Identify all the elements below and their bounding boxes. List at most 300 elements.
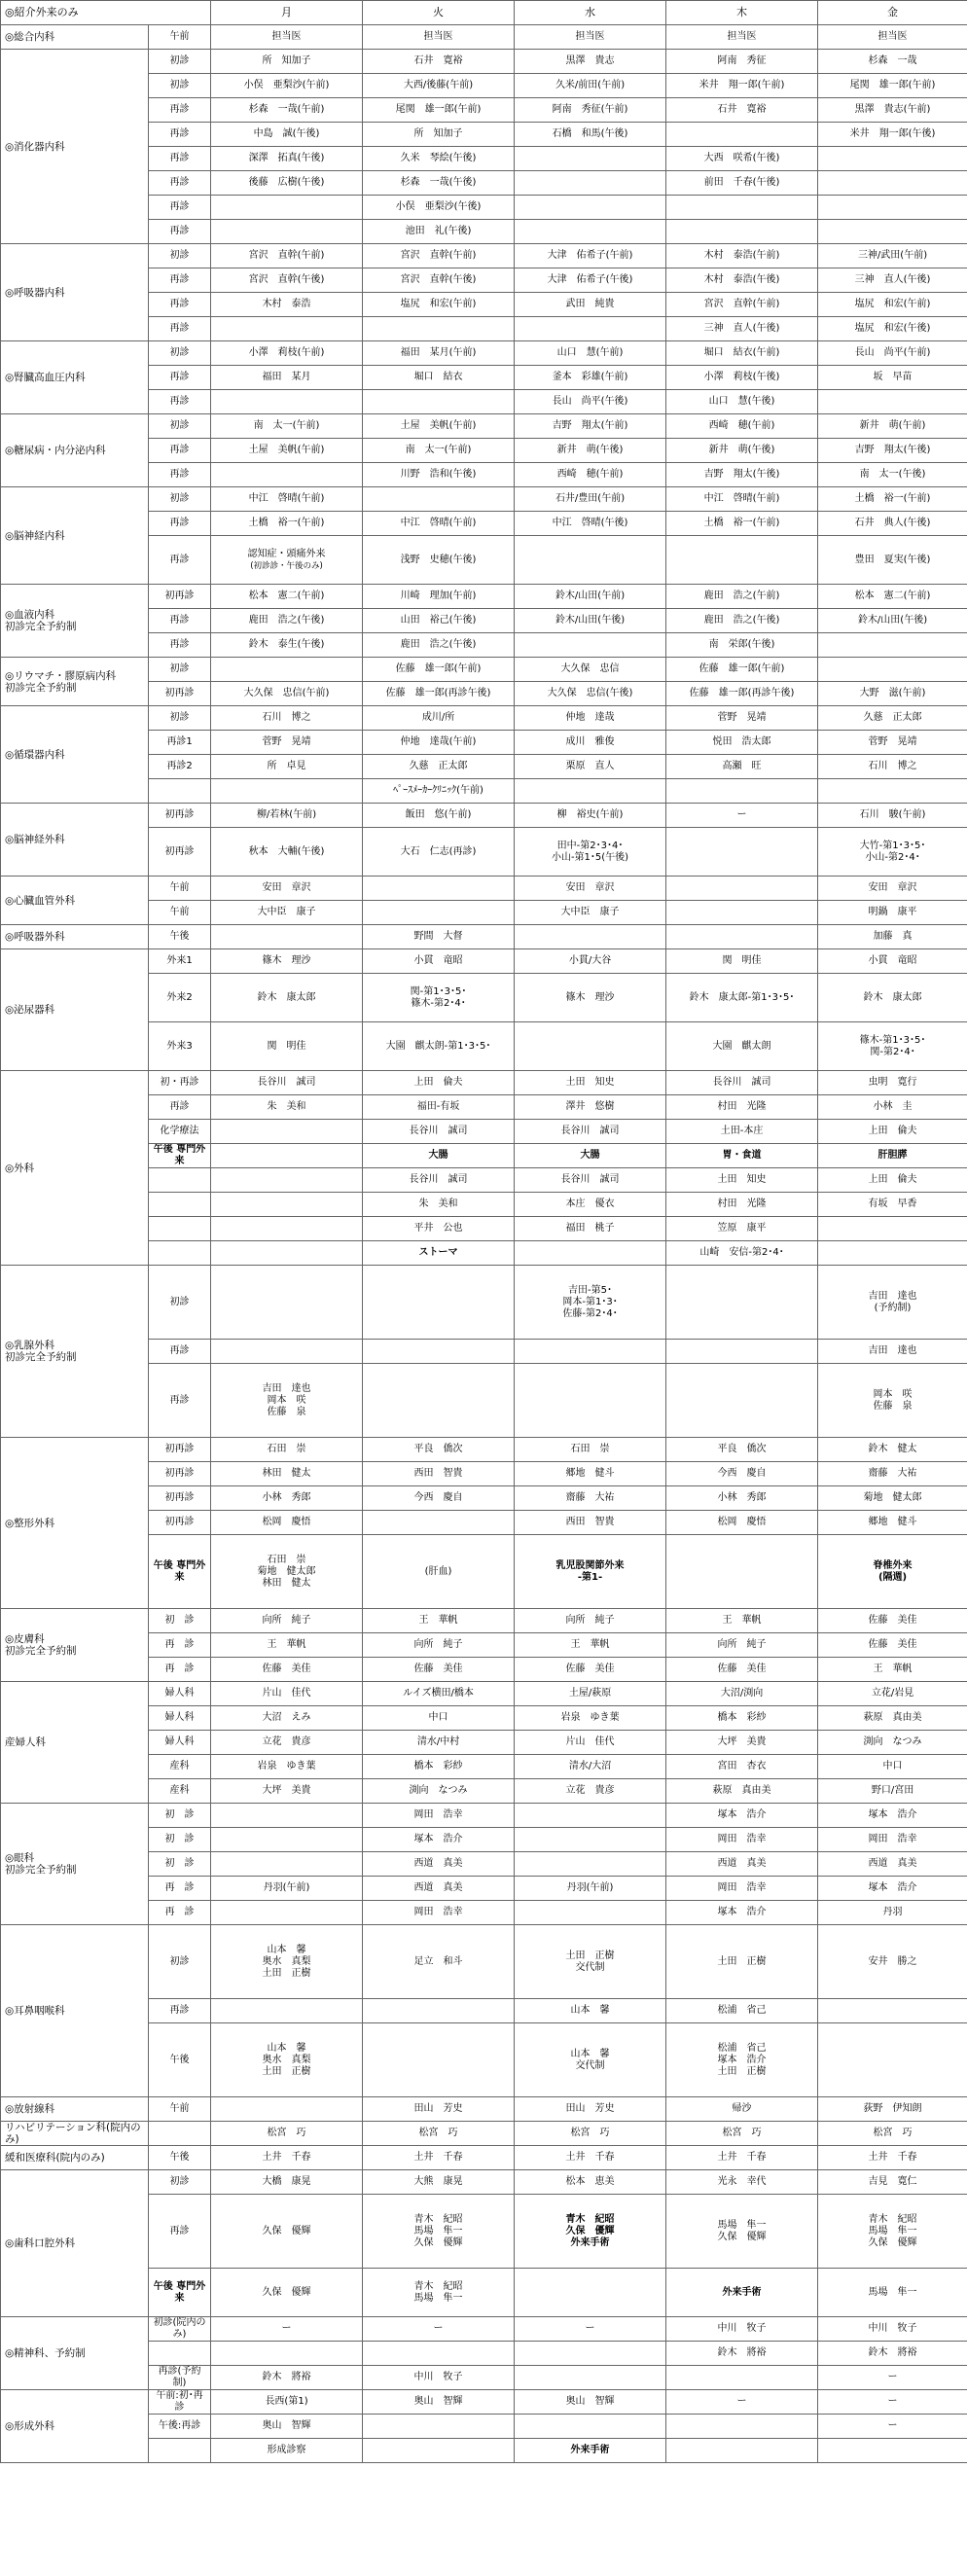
session-label <box>149 779 211 804</box>
session-label: 再 診 <box>149 1877 211 1901</box>
table-cell: 鹿田 浩之(午後) <box>211 609 363 633</box>
session-label <box>149 1241 211 1266</box>
dept-name: ◎眼科 初診完全予約制 <box>1 1804 149 1925</box>
session-label: 再診 <box>149 633 211 658</box>
table-cell: 上田 倫夫 <box>818 1120 967 1144</box>
table-row <box>1 1804 967 1828</box>
table-cell: 形成診察 <box>211 2439 363 2463</box>
table-cell <box>363 1511 515 1535</box>
table-cell <box>211 1241 363 1266</box>
session-label: 初診 <box>149 50 211 74</box>
table-cell: 担当医 <box>211 25 363 50</box>
table-cell <box>666 828 818 877</box>
table-cell: 塩尻 和宏(午前) <box>818 293 967 317</box>
table-cell: 土田 正樹 <box>666 1925 818 1999</box>
table-cell <box>211 220 363 244</box>
session-label: 初再診 <box>149 585 211 609</box>
table-cell <box>515 1804 666 1828</box>
session-label: 初診(院内のみ) <box>149 2317 211 2342</box>
session-label: 初再診 <box>149 828 211 877</box>
table-cell: 荻野 伊知朗 <box>818 2097 967 2122</box>
table-cell: 篠木-第1･3･5･ 関-第2･4･ <box>818 1022 967 1071</box>
table-cell: 外来手術 <box>515 2439 666 2463</box>
table-cell: 丹羽(午前) <box>515 1877 666 1901</box>
table-cell <box>515 925 666 949</box>
table-cell <box>666 536 818 585</box>
table-cell: 鈴木 康太郎-第1･3･5･ <box>666 974 818 1022</box>
dept-name: ◎脳神経内科 <box>1 487 149 585</box>
table-cell: 大石 仁志(再診) <box>363 828 515 877</box>
session-label: 初再診 <box>149 1511 211 1535</box>
table-cell: 塚本 浩介 <box>818 1877 967 1901</box>
session-label: 午後 専門外来 <box>149 1535 211 1609</box>
session-label: 再診 <box>149 268 211 293</box>
table-cell: 宮沢 直幹(午後) <box>211 268 363 293</box>
table-cell <box>211 2342 363 2366</box>
table-cell <box>818 2023 967 2097</box>
table-cell <box>211 1340 363 1364</box>
table-cell <box>515 2415 666 2439</box>
table-cell: 大西/後藤(午前) <box>363 74 515 98</box>
session-label: 初再診 <box>149 804 211 828</box>
table-cell: 柳/若林(午前) <box>211 804 363 828</box>
table-cell: 山本 馨 <box>515 1999 666 2023</box>
table-cell: 王 華帆 <box>515 1633 666 1658</box>
table-cell: 福田 桃子 <box>515 1217 666 1241</box>
session-label: 午後:再診 <box>149 2415 211 2439</box>
session-label: 再診 <box>149 1095 211 1120</box>
table-cell: 釜本 彩雄(午前) <box>515 366 666 390</box>
table-cell: 所 知加子 <box>211 50 363 74</box>
table-cell: 篠木 理沙 <box>515 974 666 1022</box>
table-cell: 池田 礼(午後) <box>363 220 515 244</box>
table-cell: 阿南 秀征 <box>666 50 818 74</box>
table-cell <box>515 171 666 196</box>
table-cell: 岡田 浩幸 <box>363 1804 515 1828</box>
table-cell: 塚本 浩介 <box>363 1828 515 1852</box>
table-cell: 足立 和斗 <box>363 1925 515 1999</box>
table-cell: 小俣 亜梨沙(午後) <box>363 196 515 220</box>
table-cell: (肝血) <box>363 1535 515 1609</box>
table-row <box>1 50 967 74</box>
table-cell <box>818 658 967 682</box>
table-cell: 小林 圭 <box>818 1095 967 1120</box>
session-label: 午前:初･再診 <box>149 2390 211 2415</box>
session-label: 再診 <box>149 463 211 487</box>
table-cell <box>211 1120 363 1144</box>
session-label: 産科 <box>149 1779 211 1804</box>
table-cell: 乳児股関節外来 -第1- <box>515 1535 666 1609</box>
session-label: 再診1 <box>149 731 211 755</box>
table-cell: 渕向 なつみ <box>818 1731 967 1755</box>
session-label: 再診(予約制) <box>149 2366 211 2390</box>
table-cell: 担当医 <box>363 25 515 50</box>
table-cell: 菅野 晃靖 <box>211 731 363 755</box>
table-cell: 大野 滋(午前) <box>818 682 967 706</box>
table-cell: 中川 牧子 <box>363 2366 515 2390</box>
table-cell: 石田 崇 菊地 健太郎 林田 健太 <box>211 1535 363 1609</box>
table-cell: 土橋 裕一(午前) <box>818 487 967 512</box>
table-cell: 吉見 寛仁 <box>818 2170 967 2195</box>
table-cell: 久保 優輝 <box>211 2195 363 2269</box>
table-cell: 有坂 早香 <box>818 1193 967 1217</box>
table-cell: 新井 萌(午後) <box>515 439 666 463</box>
table-cell <box>363 1266 515 1340</box>
table-cell: 岩泉 ゆき葉 <box>515 1706 666 1731</box>
dept-name: ◎歯科口腔外科 <box>1 2170 149 2317</box>
table-cell: 松浦 省己 <box>666 1999 818 2023</box>
table-cell: 朱 美和 <box>363 1193 515 1217</box>
table-cell: 上田 倫夫 <box>363 1071 515 1095</box>
table-cell: 本庄 優衣 <box>515 1193 666 1217</box>
table-cell: 佐藤 美佳 <box>818 1609 967 1633</box>
table-row <box>1 414 967 439</box>
table-cell <box>666 779 818 804</box>
table-cell: 関 明佳 <box>211 1022 363 1071</box>
session-label: 初再診 <box>149 1438 211 1462</box>
table-cell: 長谷川 誠司 <box>211 1071 363 1095</box>
dept-name: ◎放射線科 <box>1 2097 149 2122</box>
dept-name: ◎形成外科 <box>1 2390 149 2463</box>
session-label <box>149 2342 211 2366</box>
table-cell: 豊田 夏実(午後) <box>818 536 967 585</box>
table-cell: 飯田 悠(午前) <box>363 804 515 828</box>
table-cell: 菅野 晃靖 <box>818 731 967 755</box>
table-cell: 黒澤 貴志 <box>515 50 666 74</box>
table-cell: 大園 麒太朗-第1･3･5･ <box>363 1022 515 1071</box>
table-cell: 青木 紀昭 馬場 隼一 久保 優輝 <box>818 2195 967 2269</box>
table-cell: 佐藤 美佳 <box>666 1658 818 1682</box>
session-label: 再診 <box>149 317 211 341</box>
table-cell: 中口 <box>363 1706 515 1731</box>
table-cell: 南 太一(午後) <box>818 463 967 487</box>
table-cell: 西崎 穂(午前) <box>515 463 666 487</box>
table-cell: 杉森 一哉(午後) <box>363 171 515 196</box>
session-label: 再診 <box>149 123 211 147</box>
session-label: 午後 <box>149 2146 211 2170</box>
table-cell: 大坪 美貴 <box>666 1731 818 1755</box>
table-cell: 土田 知史 <box>515 1071 666 1095</box>
table-cell: ー <box>818 2366 967 2390</box>
table-cell: 郷地 健斗 <box>515 1462 666 1486</box>
table-row <box>1 1071 967 1095</box>
session-label <box>149 1193 211 1217</box>
table-cell: 大中臣 康子 <box>515 901 666 925</box>
table-cell: 大腸 <box>363 1144 515 1168</box>
dept-name: ◎耳鼻咽喉科 <box>1 1925 149 2097</box>
table-cell: 佐藤 美佳 <box>211 1658 363 1682</box>
table-cell <box>515 317 666 341</box>
table-cell: 成川 雅俊 <box>515 731 666 755</box>
table-cell: 王 華帆 <box>666 1609 818 1633</box>
dept-name: ◎呼吸器内科 <box>1 244 149 341</box>
table-cell: ー <box>818 2415 967 2439</box>
table-cell: 萩原 真由美 <box>818 1706 967 1731</box>
table-cell <box>515 220 666 244</box>
table-cell: 米井 翔一郎(午前) <box>666 74 818 98</box>
dept-name: リハビリテーション科(院内のみ) <box>1 2122 149 2146</box>
table-cell: 大橋 康晃 <box>211 2170 363 2195</box>
table-cell: 三神/武田(午前) <box>818 244 967 268</box>
table-cell: 尾関 雄一郎(午前) <box>363 98 515 123</box>
header-day: 水 <box>515 1 666 25</box>
session-label <box>149 2439 211 2463</box>
table-cell: 王 華帆 <box>818 1658 967 1682</box>
table-cell: 杉森 一哉(午前) <box>211 98 363 123</box>
table-cell: 田中-第2･3･4･ 小山-第1･5(午後) <box>515 828 666 877</box>
table-cell: 鈴木 康太郎 <box>211 974 363 1022</box>
table-cell: 吉田 達也 岡本 咲 佐藤 泉 <box>211 1364 363 1438</box>
table-cell <box>363 877 515 901</box>
table-cell: 深澤 拓真(午後) <box>211 147 363 171</box>
table-cell: 福田 某月 <box>211 366 363 390</box>
table-cell: 胃・食道 <box>666 1144 818 1168</box>
dept-name: ◎腎臓高血圧内科 <box>1 341 149 414</box>
session-label: 初再診 <box>149 1462 211 1486</box>
table-cell <box>363 390 515 414</box>
session-label: 初診 <box>149 487 211 512</box>
table-cell: 齋藤 大祐 <box>515 1486 666 1511</box>
table-cell: 悦田 浩太郎 <box>666 731 818 755</box>
table-cell <box>515 2342 666 2366</box>
table-cell: 鈴木 健太 <box>818 1438 967 1462</box>
table-cell: 鈴木 康太郎 <box>818 974 967 1022</box>
table-cell: 長谷川 誠司 <box>363 1120 515 1144</box>
session-label <box>149 1168 211 1193</box>
header-day: 金 <box>818 1 967 25</box>
table-cell: 吉野 翔太(午前) <box>515 414 666 439</box>
table-cell: 久米/前田(午前) <box>515 74 666 98</box>
table-cell: ストーマ <box>363 1241 515 1266</box>
table-cell: 三神 直人(午後) <box>818 268 967 293</box>
header-day: 火 <box>363 1 515 25</box>
dept-name: ◎整形外科 <box>1 1438 149 1609</box>
table-row <box>1 1682 967 1706</box>
table-cell: 松宮 巧 <box>211 2122 363 2146</box>
session-label: 婦人科 <box>149 1706 211 1731</box>
session-label: 初診 <box>149 1266 211 1340</box>
table-cell <box>515 1022 666 1071</box>
table-cell: 今西 慶自 <box>363 1486 515 1511</box>
table-cell: 清水/中村 <box>363 1731 515 1755</box>
table-cell: 大腸 <box>515 1144 666 1168</box>
table-cell: 西道 真美 <box>818 1852 967 1877</box>
table-cell: 野口/宮田 <box>818 1779 967 1804</box>
table-cell: 柳 裕史(午前) <box>515 804 666 828</box>
table-cell: 土屋 美帆(午前) <box>363 414 515 439</box>
table-cell: 鹿田 浩之(午前) <box>666 585 818 609</box>
table-cell: 鈴木 泰生(午後) <box>211 633 363 658</box>
table-cell <box>666 123 818 147</box>
table-cell: 久米 琴絵(午後) <box>363 147 515 171</box>
table-cell: 大竹-第1･3･5･ 小山-第2･4･ <box>818 828 967 877</box>
table-cell: 大久保 忠信 <box>515 658 666 682</box>
table-cell <box>211 1828 363 1852</box>
table-cell <box>515 1828 666 1852</box>
table-cell <box>666 2366 818 2390</box>
table-cell: 吉田 達也 (予約制) <box>818 1266 967 1340</box>
table-cell: 新井 萌(午前) <box>818 414 967 439</box>
table-cell <box>211 658 363 682</box>
table-cell: 所 卓見 <box>211 755 363 779</box>
dept-name: ◎乳腺外科 初診完全予約制 <box>1 1266 149 1438</box>
header-label: ◎紹介外来のみ <box>1 1 211 25</box>
table-cell: 松浦 省己 塚本 浩介 土田 正樹 <box>666 2023 818 2097</box>
session-label: 午後 専門外来 <box>149 1144 211 1168</box>
table-cell: 土田-本庄 <box>666 1120 818 1144</box>
table-cell: 黒澤 貴志(午前) <box>818 98 967 123</box>
session-label: 外来1 <box>149 949 211 974</box>
table-cell: 佐藤 雄一郎(再診午後) <box>363 682 515 706</box>
table-cell <box>363 1340 515 1364</box>
session-label: 初診 <box>149 414 211 439</box>
dept-name: ◎皮膚科 初診完全予約制 <box>1 1609 149 1682</box>
table-cell: 土田 正樹 交代制 <box>515 1925 666 1999</box>
table-cell: 石井 寛裕 <box>363 50 515 74</box>
table-cell: 長谷川 誠司 <box>515 1120 666 1144</box>
table-cell <box>666 2439 818 2463</box>
table-cell: 石井/豊田(午前) <box>515 487 666 512</box>
table-cell: 山田 裕己(午後) <box>363 609 515 633</box>
session-label: 午前 <box>149 877 211 901</box>
table-cell: 高瀬 旺 <box>666 755 818 779</box>
table-cell: 石田 崇 <box>211 1438 363 1462</box>
session-label: 初診 <box>149 706 211 731</box>
table-cell: 松宮 巧 <box>363 2122 515 2146</box>
table-cell: 菅野 晃靖 <box>666 706 818 731</box>
table-cell <box>363 487 515 512</box>
table-cell: 久保 優輝 <box>211 2269 363 2317</box>
table-cell <box>818 2439 967 2463</box>
table-cell: 立花 貴彦 <box>515 1779 666 1804</box>
table-cell: 吉田-第5･ 岡本-第1･3･ 佐藤-第2･4･ <box>515 1266 666 1340</box>
table-cell: 平井 公也 <box>363 1217 515 1241</box>
table-row <box>1 658 967 682</box>
table-row <box>1 2122 967 2146</box>
table-cell <box>515 1852 666 1877</box>
table-cell: 石川 駿(午前) <box>818 804 967 828</box>
table-cell: 松本 憲二(午前) <box>211 585 363 609</box>
session-label: 初診 <box>149 1925 211 1999</box>
session-label: 婦人科 <box>149 1682 211 1706</box>
table-cell: 大津 佑希子(午前) <box>515 244 666 268</box>
table-row <box>1 1438 967 1462</box>
session-label: 午前 <box>149 25 211 50</box>
table-cell: 西田 智貴 <box>515 1511 666 1535</box>
table-cell <box>211 1193 363 1217</box>
table-cell: 野間 大督 <box>363 925 515 949</box>
table-cell: 仲地 達哉(午前) <box>363 731 515 755</box>
table-cell: 澤井 悠樹 <box>515 1095 666 1120</box>
table-cell: 大熊 康晃 <box>363 2170 515 2195</box>
table-cell: 佐藤 美佳 <box>818 1633 967 1658</box>
table-row <box>1 804 967 828</box>
table-cell: 中江 啓晴(午前) <box>666 487 818 512</box>
table-cell: 栗原 直人 <box>515 755 666 779</box>
table-cell: 浅野 史穂(午後) <box>363 536 515 585</box>
table-cell: 安井 勝之 <box>818 1925 967 1999</box>
table-cell: 宮沢 直幹(午前) <box>211 244 363 268</box>
table-cell: 西道 真美 <box>363 1877 515 1901</box>
session-label: 外来3 <box>149 1022 211 1071</box>
session-label: 再診2 <box>149 755 211 779</box>
session-label: 初診 <box>149 244 211 268</box>
table-cell: 大久保 忠信(午後) <box>515 682 666 706</box>
dept-name: ◎血液内科 初診完全予約制 <box>1 585 149 658</box>
table-cell: 小林 秀郎 <box>211 1486 363 1511</box>
table-cell: ー <box>363 2317 515 2342</box>
table-cell: 新井 萌(午後) <box>666 439 818 463</box>
session-label: 再 診 <box>149 1901 211 1925</box>
table-cell <box>363 2415 515 2439</box>
table-cell: 土屋/萩原 <box>515 1682 666 1706</box>
table-cell: 石井 典人(午後) <box>818 512 967 536</box>
table-cell: 朱 美和 <box>211 1095 363 1120</box>
table-row <box>1 244 967 268</box>
session-label: 婦人科 <box>149 1731 211 1755</box>
table-cell: 立花/岩見 <box>818 1682 967 1706</box>
table-cell: 久慈 正太郎 <box>818 706 967 731</box>
table-cell: 中口 <box>818 1755 967 1779</box>
table-row <box>1 2097 967 2122</box>
table-cell: 長谷川 誠司 <box>363 1168 515 1193</box>
table-cell <box>211 1217 363 1241</box>
table-cell: 所 知加子 <box>363 123 515 147</box>
table-cell <box>515 1241 666 1266</box>
table-cell: 福田 某月(午前) <box>363 341 515 366</box>
table-cell: 大園 麒太朗 <box>666 1022 818 1071</box>
table-cell <box>515 147 666 171</box>
table-cell: 認知症・頭痛外来 (初診診・午後のみ) <box>211 536 363 585</box>
table-cell <box>211 1266 363 1340</box>
table-row <box>1 1266 967 1340</box>
table-cell: 中江 啓晴(午前) <box>363 512 515 536</box>
dept-name: ◎消化器内科 <box>1 50 149 244</box>
table-cell: 安田 章沢 <box>211 877 363 901</box>
table-cell: 山本 馨 交代制 <box>515 2023 666 2097</box>
table-cell <box>211 1901 363 1925</box>
session-label: 午後 専門外来 <box>149 2269 211 2317</box>
table-cell <box>666 877 818 901</box>
table-cell: 向所 純子 <box>515 1609 666 1633</box>
table-cell: 小俣 亜梨沙(午前) <box>211 74 363 98</box>
session-label: 午後 <box>149 925 211 949</box>
table-cell: 向所 純子 <box>363 1633 515 1658</box>
table-cell: 川野 浩和(午後) <box>363 463 515 487</box>
table-cell: 虫明 寛行 <box>818 1071 967 1095</box>
table-cell: 松宮 巧 <box>818 2122 967 2146</box>
table-cell: 山本 馨 奥水 真梨 土田 正樹 <box>211 1925 363 1999</box>
session-label: 再診 <box>149 171 211 196</box>
session-label: 初 診 <box>149 1609 211 1633</box>
table-cell: 外来手術 <box>666 2269 818 2317</box>
table-cell: 堀口 結衣(午前) <box>666 341 818 366</box>
table-cell <box>211 1852 363 1877</box>
table-cell: 安田 章沢 <box>818 877 967 901</box>
session-label: 再診 <box>149 390 211 414</box>
table-cell: 向所 純子 <box>666 1633 818 1658</box>
table-cell: 松岡 慶悟 <box>211 1511 363 1535</box>
table-cell: 中江 啓晴(午後) <box>515 512 666 536</box>
table-cell <box>818 390 967 414</box>
table-cell <box>666 2415 818 2439</box>
table-cell: 片山 佳代 <box>211 1682 363 1706</box>
table-cell: 立花 貴彦 <box>211 1731 363 1755</box>
table-cell: 西道 真美 <box>666 1852 818 1877</box>
table-cell <box>211 779 363 804</box>
table-cell: 杉森 一哉 <box>818 50 967 74</box>
table-cell <box>211 390 363 414</box>
